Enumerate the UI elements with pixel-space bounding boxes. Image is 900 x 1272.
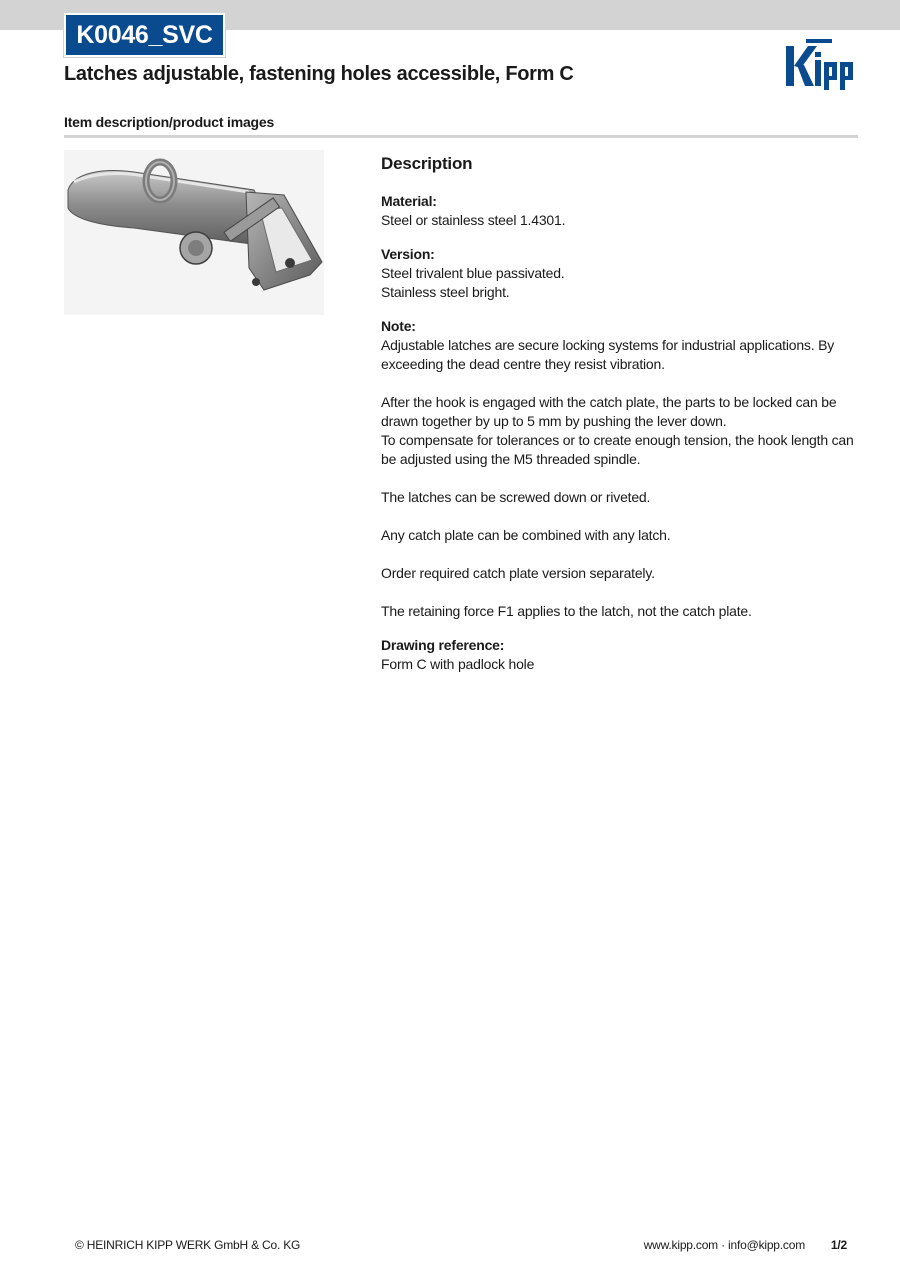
note-paragraph: The latches can be screwed down or riveted. (381, 489, 651, 505)
version-line-2: Stainless steel bright. (381, 284, 510, 300)
note-paragraph: The retaining force F1 applies to the latch, not the catch plate. (381, 603, 752, 619)
material-block (381, 192, 859, 230)
footer-copyright: © HEINRICH KIPP WERK GmbH & Co. KG (75, 1238, 301, 1252)
note-paragraph: To compensate for tolerances or to create enough tension, the hook length can be adjusted using the M5 threaded spindle. (381, 432, 854, 467)
section-heading: Item description/product images (64, 114, 275, 130)
product-image (64, 150, 324, 315)
item-code-badge: K0046_SVC (64, 13, 225, 57)
note-block (381, 317, 859, 621)
drawing-reference-block (381, 636, 859, 674)
drawing-reference-label: Drawing reference: (381, 637, 505, 653)
description-section (381, 152, 859, 689)
description-title: Description (381, 154, 473, 173)
note-paragraph: After the hook is engaged with the catch plate, the parts to be locked can be drawn together by up to 5 mm by pushing the lever down. (381, 394, 837, 429)
latch-product-icon (64, 150, 324, 315)
note-label: Note: (381, 318, 416, 334)
version-block (381, 245, 859, 302)
kipp-logo (784, 38, 858, 92)
material-label: Material: (381, 193, 437, 209)
kipp-logo-icon (784, 38, 858, 92)
section-divider (64, 135, 858, 138)
note-paragraph: Any catch plate can be combined with any latch. (381, 527, 671, 543)
note-paragraph: Adjustable latches are secure locking systems for industrial applications. By exceeding the dead centre they resist vibration. (381, 337, 835, 372)
drawing-reference-text: Form C with padlock hole (381, 656, 535, 672)
material-text: Steel or stainless steel 1.4301. (381, 212, 566, 228)
page-title: Latches adjustable, fastening holes accessible, Form C (64, 63, 574, 85)
version-line-1: Steel trivalent blue passivated. (381, 265, 565, 281)
footer-contact[interactable]: www.kipp.com · info@kipp.com (643, 1238, 805, 1252)
version-label: Version: (381, 246, 435, 262)
note-paragraph: Order required catch plate version separately. (381, 565, 655, 581)
page-number: 1/2 (830, 1238, 847, 1252)
